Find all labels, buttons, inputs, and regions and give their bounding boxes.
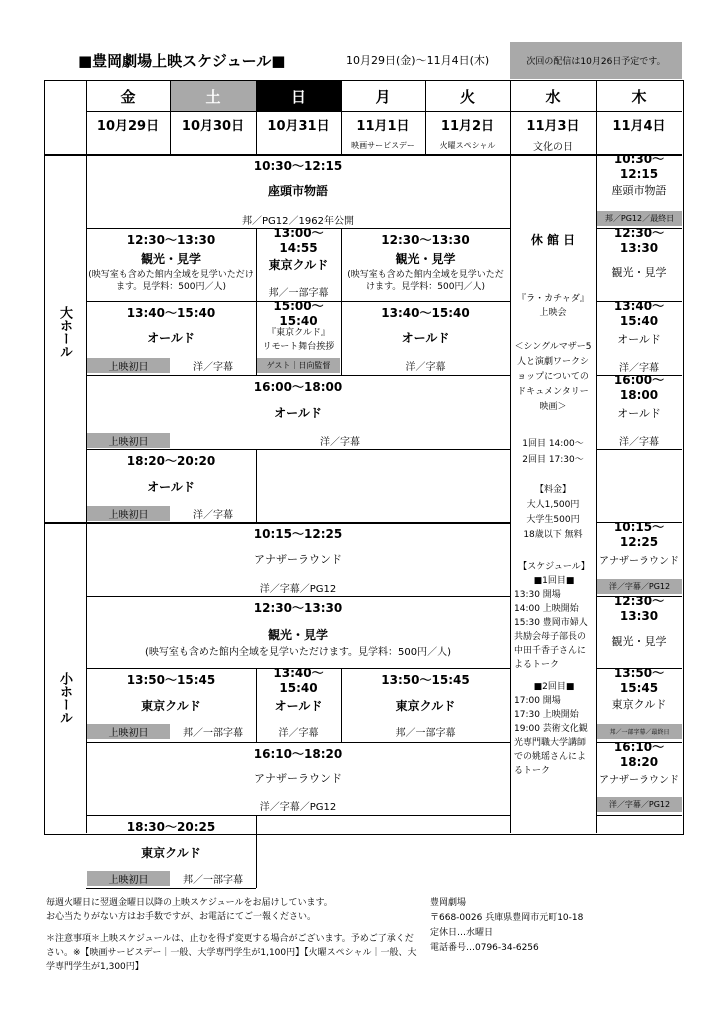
closed-label: 休 館 日 [530, 232, 576, 247]
page-title: ■豊岡劇場上映スケジュール■ [78, 52, 286, 70]
show-title: オールド [401, 330, 450, 345]
status-badge: 上映初日 [87, 433, 170, 448]
dow-wed: 水 [545, 87, 561, 106]
show-info: 邦／PG12／最終日 [597, 211, 682, 226]
status-badge: 上映初日 [87, 724, 170, 739]
show-time: 16:10〜18:20 [253, 746, 343, 761]
show-title: アナザーラウンド [254, 553, 342, 566]
show-title: 東京クルド [141, 845, 201, 860]
show-time: 13:00〜14:55 [273, 225, 324, 255]
date-tue: 11月2日 [440, 118, 495, 134]
closed-event: 『ラ・カチャダ』上映会 [517, 294, 589, 318]
show-title: オールド [617, 333, 661, 346]
show-time: 12:30〜13:30 [253, 600, 343, 615]
show-title: 座頭市物語 [611, 184, 667, 197]
show-title: 東京クルド [395, 698, 456, 713]
show-time: 18:20〜20:20 [126, 453, 216, 468]
show-time: 10:15〜12:25 [613, 519, 665, 549]
dow-mon: 月 [375, 87, 391, 106]
show-info: 洋／字幕 [193, 510, 233, 521]
show-info: 邦／一部字幕 [395, 728, 456, 739]
show-title: 『東京クルド』 [267, 327, 330, 338]
show-title: オールド [617, 407, 661, 420]
status-badge: 上映初日 [87, 506, 170, 521]
show-info: 洋／字幕／PG12 [259, 583, 337, 595]
show-time: 16:00〜18:00 [613, 372, 665, 402]
show-note: (映写室も含めた館内全域を見学いただけます。見学料：500円／人) [88, 270, 254, 292]
show-title: 観光・見学 [140, 251, 201, 266]
footer-notes: 毎週火曜日に翌週金曜日以降の上映スケジュールをお届けしています。 お心当たりがない方はお手数ですが、お電話にてご一報ください。 ＊注意事項＊上映スケジュールは、止むを得ず変更する場合がございます。予めご了承ください。※【映画サービスデー｜一般、大学専門学生が1,100円】【火曜スペシャル｜一般、大学専門学生が1,300円】 [46, 898, 417, 972]
show-time: 16:00〜18:00 [253, 379, 343, 394]
show-info: 洋／字幕 [405, 362, 446, 373]
show-time: 13:50〜15:45 [613, 665, 665, 695]
date-thu: 11月4日 [612, 118, 666, 134]
show-info: 洋／字幕 [278, 728, 319, 739]
show-time: 13:40〜15:40 [126, 305, 216, 320]
show-info: 洋／字幕 [619, 362, 659, 374]
show-title: アナザーラウンド [599, 774, 679, 786]
show-info: 邦／一部字幕 [183, 728, 243, 739]
dow-sun: 日 [290, 87, 306, 106]
note-wed: 文化の日 [533, 141, 573, 153]
show-title: 観光・見学 [611, 266, 667, 279]
show-time: 12:30〜13:30 [381, 232, 470, 247]
show-info: 邦／一部字幕／最終日 [597, 724, 682, 739]
show-time: 12:30〜13:30 [613, 225, 665, 255]
show-title: 観光・見学 [611, 635, 667, 648]
hall-label-small: 小ホール [57, 672, 72, 724]
show-title: 観光・見学 [267, 627, 328, 642]
show-time: 12:30〜13:30 [126, 232, 216, 247]
closed-fees: 【料金】 大人1,500円 大学生500円 18歳以下 無料 [523, 485, 583, 540]
dow-tue: 火 [459, 87, 475, 106]
status-badge: 上映初日 [87, 871, 170, 886]
show-title: 東京クルド [268, 257, 329, 272]
show-time: 10:15〜12:25 [253, 526, 343, 541]
date-sun: 10月31日 [267, 118, 330, 134]
show-title: 東京クルド [611, 698, 667, 711]
hall-label-large: 大ホール [57, 306, 72, 358]
dow-thu: 木 [631, 87, 647, 106]
dow-sat: 土 [205, 87, 221, 106]
date-fri: 10月29日 [96, 118, 160, 134]
guest-badge: ゲスト｜日向監督 [257, 358, 340, 373]
show-info: 洋／字幕／PG12 [597, 797, 682, 812]
show-time: 13:50〜15:45 [381, 672, 470, 687]
date-range: 10月29日(金)〜11月4日(木) [346, 54, 490, 67]
show-title: アナザーラウンド [254, 772, 342, 785]
next-notice: 次回の配信は10月26日予定です。 [510, 42, 682, 79]
closed-desc: ＜シングルマザー5人と演劇ワークショップについてのドキュメンタリー映画＞ [514, 342, 592, 412]
show-title: 座頭市物語 [267, 183, 328, 198]
show-info: 洋／字幕／PG12 [259, 801, 337, 813]
show-time: 13:40〜15:40 [381, 305, 470, 320]
show-time: 18:30〜20:25 [126, 819, 216, 834]
show-time: 16:10〜18:20 [613, 739, 665, 769]
theater-info: 豊岡劇場 〒668-0026 兵庫県豊岡市元町10-18 定休日…水曜日 電話番号…0796-34-6256 [430, 898, 584, 953]
show-title: 東京クルド [141, 698, 201, 713]
show-title: オールド [147, 330, 195, 345]
note-mon: 映画サービスデー [351, 140, 415, 150]
show-time: 15:00〜15:40 [273, 298, 324, 328]
show-title: オールド [147, 479, 195, 494]
status-badge: 上映初日 [87, 358, 170, 373]
show-info: 洋／字幕 [619, 436, 659, 448]
show-time: 10:30〜12:15 [613, 151, 665, 181]
show-note: (映写室も含めた館内全域を見学いただけます。見学料：500円／人) [144, 646, 452, 658]
show-title: アナザーラウンド [599, 555, 679, 567]
show-time: 13:50〜15:45 [126, 672, 216, 687]
dow-fri: 金 [120, 87, 136, 106]
show-info: 洋／字幕 [320, 437, 360, 448]
show-title: オールド [274, 698, 323, 713]
date-sat: 10月30日 [181, 118, 245, 134]
show-info: 邦／一部字幕 [183, 875, 243, 886]
note-tue: 火曜スペシャル [439, 140, 496, 150]
show-time: 10:30〜12:15 [253, 158, 343, 173]
show-time: 12:30〜13:30 [613, 593, 665, 623]
show-info: 邦／PG12／1962年公開 [242, 215, 354, 227]
date-wed: 11月3日 [526, 118, 580, 134]
show-title: オールド [274, 405, 322, 420]
closed-schedule: 【スケジュール】 ■1回目■ 13:30 開場 14:00 上映開始 15:30 豊岡市婦人共励会母子部長の中田千香子さんによるトーク ■2回目■ 17:00 開場 17:30 上映開始 19:00 芸術文化観光専門職大学講師での姚瑶さんによるトーク [514, 562, 590, 776]
show-time: 13:40〜15:40 [273, 665, 324, 695]
show-title: 観光・見学 [395, 251, 456, 266]
closed-times: 1回目 14:00〜 2回目 17:30〜 [522, 439, 584, 465]
show-subtitle: リモート舞台挨拶 [262, 341, 335, 352]
show-info: 洋／字幕／PG12 [597, 579, 682, 594]
show-note: (映写室も含めた館内全域を見学いただけます。見学料：500円／人) [347, 270, 504, 292]
show-time: 13:40〜15:40 [613, 298, 665, 328]
show-info: 洋／字幕 [193, 362, 233, 373]
show-info: 邦／一部字幕 [268, 287, 329, 299]
date-mon: 11月1日 [356, 118, 410, 134]
